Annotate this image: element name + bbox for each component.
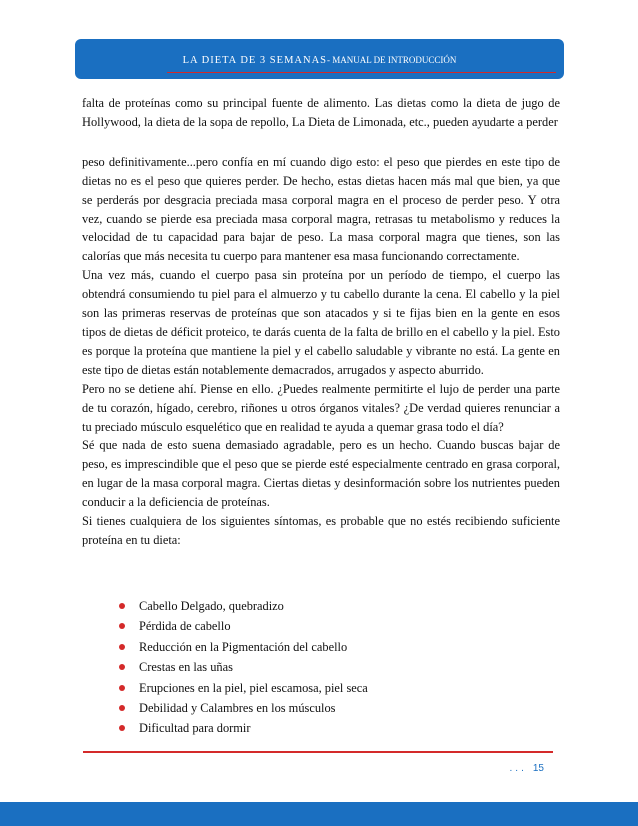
footer-divider — [83, 751, 553, 753]
document-title-main: LA DIETA DE 3 SEMANAS — [182, 55, 327, 66]
list-item — [119, 698, 368, 718]
list-item — [119, 678, 368, 698]
list-item-label: Crestas en las uñas — [139, 660, 233, 675]
list-item — [119, 718, 368, 738]
page-number-dots: ... — [509, 763, 527, 774]
bullet-icon — [119, 644, 125, 650]
footer-bar — [0, 802, 638, 826]
bullet-icon — [119, 603, 125, 609]
list-item-label: Cabello Delgado, quebradizo — [139, 599, 284, 613]
paragraph: Una vez más, cuando el cuerpo pasa sin proteína por un período de tiempo, el cuerpo las obtendrá consumiendo tu piel para el almuerzo y tu cabello durante la cena. El cabello y la piel son las primeras reservas de proteínas que son atacados y si te fijas bien en la gente en esos tipos de dietas de déficit proteico, te darás cuenta de la falta de brillo en el cabello y la piel. Esto es porque la proteína que mantiene la piel y el cabello saludable y vibrante no está. La gente en este tipo de dietas están notablemente demacrados, arrugados y aspecto aburrido. — [82, 268, 560, 377]
paragraph: peso definitivamente...pero confía en mí cuando digo esto: el peso que pierdes en este tipo de dietas no es el peso que quieres perder. De hecho, estas dietas hacen más mal que bien, ya que se perderás por desgracia preciada masa corporal magra en el proceso de perder peso. Y otra vez, cuando se pierde esa preciada masa corporal magra, retrasas tu metabolismo y reduces la velocidad de tu capacidad para bajar de peso. La masa corporal magra que tienes, son las calorías que más necesita tu cuerpo para mantener esa masa funcionando correctamente. — [82, 154, 560, 264]
bullet-icon — [119, 725, 125, 731]
paragraph: Sé que nada de esto suena demasiado agradable, pero es un hecho. Cuando buscas bajar de peso, es imprescindible que el peso que se pierde esté especialmente centrado en grasa corporal, en lugar de la masa corporal magra. Ciertas dietas y desinformación sobre los nutrientes pueden conducir a la deficiencia de proteínas. — [82, 438, 560, 510]
document-title — [75, 55, 564, 66]
document-title-subtitle: - MANUAL DE INTRODUCCIÓN — [327, 55, 457, 65]
bullet-icon — [119, 623, 125, 629]
bullet-icon — [119, 685, 125, 691]
paragraph: falta de proteínas como su principal fuente de alimento. Las dietas como la dieta de jugo de Hollywood, la dieta de la sopa de repollo, La Dieta de Limonada, etc., pueden ayudarte a perder — [82, 96, 560, 129]
list-item — [119, 637, 368, 657]
list-item — [119, 657, 368, 677]
list-item — [119, 596, 368, 616]
page-number-value: 15 — [532, 763, 544, 774]
header-banner — [75, 39, 564, 79]
bullet-icon — [119, 705, 125, 711]
list-item-label: Debilidad y Calambres en los músculos — [139, 701, 336, 716]
list-item-label: Pérdida de cabello — [139, 619, 231, 634]
paragraph: Pero no se detiene ahí. Piense en ello. ¿Puedes realmente permitirte el lujo de perder una parte de tu corazón, hígado, cerebro, riñones u otros órganos vitales? ¿De verdad quieres renunciar a tu preciado músculo esquelético que en realidad te ayuda a quemar grasa todo el día? — [82, 381, 560, 434]
list-item-label: Reducción en la Pigmentación del cabello — [139, 639, 348, 654]
header-divider — [167, 72, 556, 74]
list-item — [119, 616, 368, 636]
list-item-label: Erupciones en la piel, piel escamosa, piel seca — [139, 680, 368, 695]
list-item-label: Dificultad para dormir — [139, 721, 251, 736]
bullet-icon — [119, 664, 125, 670]
paragraph: Si tienes cualquiera de los siguientes síntomas, es probable que no estés recibiendo suficiente proteína en tu dieta: — [82, 514, 560, 547]
page-number — [510, 763, 544, 774]
symptom-list — [119, 596, 368, 739]
body-text — [82, 94, 560, 550]
